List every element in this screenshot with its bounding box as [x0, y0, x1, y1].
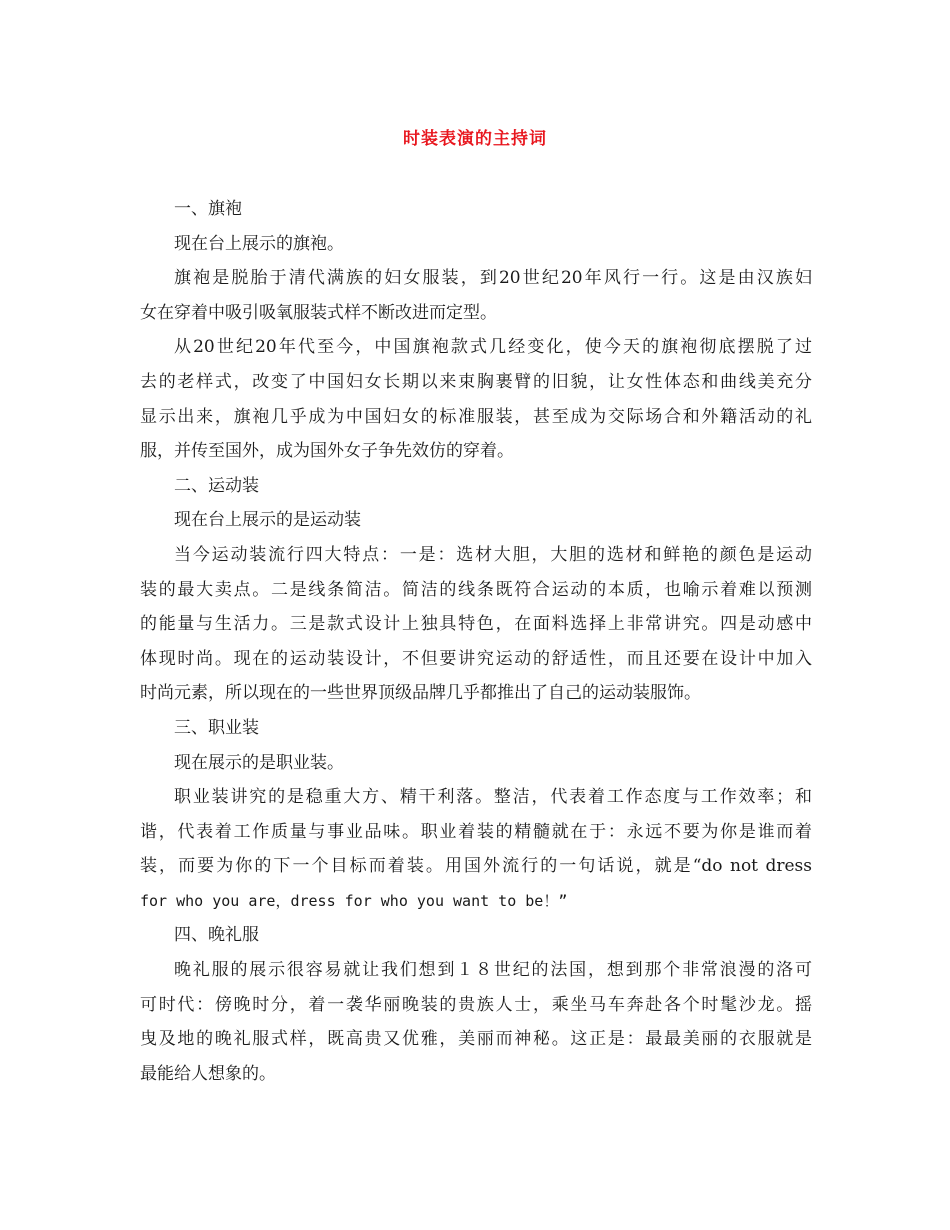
paragraph-line: 体现时尚。现在的运动装设计，不但要讲究运动的舒适性，而且还要在设计中加入 [140, 648, 812, 669]
paragraph-line: 现在台上展示的是运动装 [174, 510, 361, 531]
paragraph-line: 曳及地的晚礼服式样，既高贵又优雅，美丽而神秘。这正是：最最美丽的衣服就是 [140, 1029, 812, 1050]
paragraph-line-quote: for who you are，dress for who you want to be！” [140, 891, 568, 910]
paragraph-line: 显示出来，旗袍几乎成为中国妇女的标准服装，甚至成为交际场合和外籍活动的礼 [140, 406, 812, 427]
paragraph-line: 女在穿着中吸引吸氧服装式样不断改进而定型。 [140, 302, 497, 323]
paragraph-line: 可时代：傍晚时分，着一袭华丽晚装的贵族人士，乘坐马车奔赴各个时髦沙龙。摇 [140, 994, 812, 1015]
section-heading-evening-dress: 四、晚礼服 [174, 925, 259, 946]
paragraph-line: 的能量与生活力。三是款式设计上独具特色，在面料选择上非常讲究。四是动感中 [140, 614, 812, 635]
paragraph-line: 职业装讲究的是稳重大方、精干利落。整洁，代表着工作态度与工作效率；和 [174, 787, 812, 808]
section-heading-sportswear: 二、运动装 [174, 475, 259, 496]
paragraph-line: 现在展示的是职业装。 [174, 752, 344, 773]
paragraph-line: 服，并传至国外，成为国外女子争先效仿的穿着。 [140, 441, 514, 462]
paragraph-line: 装的最大卖点。二是线条简洁。简洁的线条既符合运动的本质，也喻示着难以预测 [140, 579, 812, 600]
paragraph-line: 谐，代表着工作质量与事业品味。职业着装的精髓就在于：永远不要为你是谁而着 [140, 821, 812, 842]
paragraph-line: 晚礼服的展示很容易就让我们想到１８世纪的法国，想到那个非常浪漫的洛可 [174, 960, 812, 981]
section-heading-workwear: 三、职业装 [174, 717, 259, 738]
paragraph-line: 从20世纪20年代至今，中国旗袍款式几经变化，使今天的旗袍彻底摆脱了过 [174, 337, 812, 358]
section-heading-qipao: 一、旗袍 [174, 199, 242, 219]
paragraph-line: 最能给人想象的。 [140, 1063, 276, 1084]
paragraph-line: 当今运动装流行四大特点：一是：选材大胆，大胆的选材和鲜艳的颜色是运动 [174, 544, 812, 565]
document-body [140, 192, 812, 1091]
document-title: 时装表演的主持词 [403, 129, 547, 149]
paragraph-line: 装，而要为你的下一个目标而着装。用国外流行的一句话说，就是“do not dress [140, 856, 812, 877]
paragraph-line: 旗袍是脱胎于清代满族的妇女服装，到20世纪20年风行一行。这是由汉族妇 [174, 268, 812, 289]
paragraph-line: 时尚元素，所以现在的一些世界顶级品牌几乎都推出了自己的运动装服饰。 [140, 683, 701, 704]
paragraph-line: 去的老样式，改变了中国妇女长期以来束胸裹臂的旧貌，让女性体态和曲线美充分 [140, 371, 812, 392]
paragraph-line: 现在台上展示的旗袍。 [174, 233, 344, 254]
